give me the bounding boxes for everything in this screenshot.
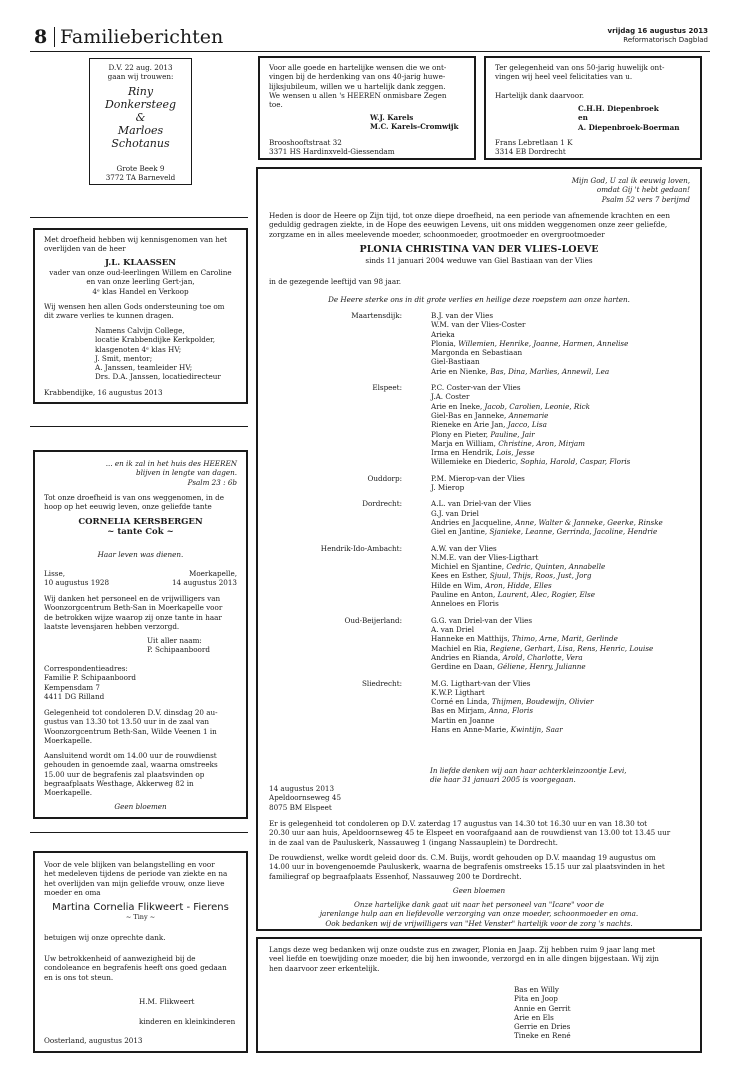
kersbergen-quote: ... en ik zal in het huis des HEEREN blijven in lengte van dagen. Psalm 23 : 6b xyxy=(105,459,237,487)
kersbergen-name: CORNELIA KERSBERGEN xyxy=(78,517,203,527)
family-member-line: Martin en Joanne xyxy=(431,715,495,725)
flikweert-body: Voor de vele blijken van belangstelling en voor het medeleven tijdens de periode van ziekte en na het overlijden van mijn geliefde vrouw, onze lieve moeder en oma xyxy=(44,860,228,897)
vlies-address: 14 augustus 2013 Apeldoornseweg 45 8075 BM Elspeet xyxy=(269,784,342,812)
header-date: vrijdag 16 augustus 2013 xyxy=(607,27,708,35)
separator-rule xyxy=(30,832,248,833)
diepenbroek-signers: C.H.H. Diepenbroek en A. Diepenbroek-Boerman xyxy=(578,104,680,132)
flikweert-announcement xyxy=(33,851,248,1053)
family-member-line: Anneloes en Floris xyxy=(431,599,499,609)
kersbergen-correspondence: Correspondentieadres: Familie P. Schipaanboord Kempensdam 7 4411 DG Rilland xyxy=(44,664,136,701)
plonia-thanks-body: Langs deze weg bedanken wij onze oudste zus en zwager, Plonia en Jaap. Zij hebben ruim 9 jaar lang met veel liefde en toewijding onze moeder, die bij hen inwoonde, verzorgd en in alle dingen bijgestaan. Wij zijn hen daarvoor zeer erkentelijk. xyxy=(269,945,659,973)
family-members xyxy=(431,616,653,672)
family-place: Maartensdijk: xyxy=(351,311,402,320)
karels-body: Voor alle goede en hartelijke wensen die we ont- vingen bij de herdenking van ons 40-jarig huwe- lijksjubileum, willen we u hartelijk dank zeggen. We wensen u allen 's HEEREN onmisbare Zegen toe. xyxy=(269,63,447,110)
kersbergen-nick: ~ tante Cok ~ xyxy=(107,527,174,537)
separator-rule xyxy=(30,217,248,218)
family-member-line: Giel-Bastiaan xyxy=(431,357,480,367)
header-divider xyxy=(54,27,55,47)
plonia-thanks-signers: Bas en Willy Pita en Joop Annie en Gerrit Arie en Els Gerrie en Dries Tineke en René xyxy=(514,985,571,1041)
diepenbroek-address: Frans Lebretlaan 1 K 3314 EB Dordrecht xyxy=(495,138,573,157)
family-member-line: Corné en Linda, Thijmen, Boudewijn, Olivier xyxy=(431,697,594,707)
family-members xyxy=(431,311,628,376)
kersbergen-thanks: Wij danken het personeel en de vrijwilligers van Woonzorgcentrum Beth-San in Moerkapelle voor de betrokken wijze waarop zij onze tante in haar laatste levensjaren hebben verzorgd. xyxy=(44,594,223,631)
family-place: Ouddorp: xyxy=(367,473,402,483)
family-member-line: Arie en Ineke, Jacob, Carolien, Leonie, Rick xyxy=(431,401,591,411)
kersbergen-condolence: Gelegenheid tot condoleren D.V. dinsdag 20 au- gustus van 13.30 tot 13.50 uur in de zaal van Woonzorgcentrum Beth-San, Wilde Veenen 1 in Moerkapelle. xyxy=(44,708,218,745)
family-members xyxy=(431,474,525,493)
page-number: 8 xyxy=(34,26,48,48)
family-member-line: G.G. van Driel-van der Vlies xyxy=(431,615,533,625)
klaassen-place: Krabbendijke, 16 augustus 2013 xyxy=(44,388,163,397)
family-member-line: K.W.P. Ligthart xyxy=(431,687,485,697)
family-members xyxy=(431,679,594,735)
vlies-flowers: Geen bloemen xyxy=(452,886,506,895)
vlies-widow: sinds 11 januari 2004 weduwe van Giel Bastiaan van der Vlies xyxy=(365,256,593,265)
vlies-intro: Heden is door de Heere op Zijn tijd, tot onze diepe droefheid, na een periode van afnemende krachten en een geduldig gedragen ziekte, in de Hope des eeuwigen Levens, uit ons midden weggenomen onze zeer geliefde, zorgzame en in alles meelevende moeder, schoonmoeder, grootmoeder en overgrootmoeder xyxy=(269,211,670,239)
family-member-line: Bas en Mirjam, Anna, Floris xyxy=(431,706,534,716)
vlies-thanks: Onze hartelijke dank gaat uit naar het personeel van "Icare" voor de jarenlange hulp aan en liefdevolle verzorging van onze moeder, schoonmoeder en oma. Ook bedanken wij de vrijwilligers van "Het Venster" hartelijk voor de zorg 's nachts. xyxy=(319,900,639,928)
plonia-thanks-announcement xyxy=(256,937,702,1053)
flikweert-signer: H.M. Flikweert xyxy=(139,997,195,1006)
klaassen-announcement xyxy=(33,228,248,404)
klaassen-intro: Met droefheid hebben wij kennisgenomen van het overlijden van de heer xyxy=(44,235,228,254)
kersbergen-signer: Uit aller naam: P. Schipaanboord xyxy=(147,636,210,655)
family-members xyxy=(431,499,663,536)
family-member-line: Irma en Hendrik, Lois, Jesse xyxy=(431,448,535,458)
family-place: Elspeet: xyxy=(372,383,402,393)
family-member-line: Hanneke en Matthijs, Thimo, Arne, Marit, Gerlinde xyxy=(431,634,618,644)
vlies-quote: Mijn God, U zal ik eeuwig loven, omdat Gij 't hebt gedaan! Psalm 52 vers 7 berijmd xyxy=(571,176,690,204)
vlies-families xyxy=(258,311,700,751)
family-place: Hendrik-Ido-Ambacht: xyxy=(320,543,402,553)
family-member-line: J.A. Coster xyxy=(431,392,470,402)
separator-rule xyxy=(30,426,248,427)
family-member-line: A.W. van der Vlies xyxy=(431,543,497,553)
family-member-line: J. Mierop xyxy=(431,483,465,493)
kersbergen-birth: Lisse, 10 augustus 1928 xyxy=(44,569,110,588)
vlies-funeral: De rouwdienst, welke wordt geleid door ds. C.M. Buijs, wordt gehouden op D.V. maandag 19 augustus om 14.00 uur in bovengenoemde Pauluskerk, waarna de begrafenis omstreeks 15.15 uur zal plaatsvinden in het familiegraf op begraafplaats Essenhof, Nassauweg 200 te Dordrecht. xyxy=(269,853,665,881)
wedding-announcement xyxy=(89,58,192,185)
family-member-line: M.G. Ligthart-van der Vlies xyxy=(431,678,531,688)
family-member-line: Arie en Nienke, Bas, Dina, Marlies, Annewil, Lea xyxy=(431,366,610,376)
family-member-line: Margonda en Sebastiaan xyxy=(431,348,523,358)
family-place: Sliedrecht: xyxy=(361,678,402,688)
family-member-line: Kees en Esther, Sjuul, Thijs, Roos, Just, Jorg xyxy=(431,571,592,581)
family-member-line: A.L. van Driel-van der Vlies xyxy=(431,499,532,509)
klaassen-signers: Namens Calvijn College, locatie Krabbendijke Kerkpolder, klasgenoten 4ᵉ klas HV; J. Smit, mentor; A. Janssen, teamleider HV; Drs. D.A. Janssen, locatiedirecteur xyxy=(95,326,221,382)
karels-signers: W.J. Karels M.C. Karels-Cromwijk xyxy=(370,113,459,132)
kersbergen-motto: Haar leven was dienen. xyxy=(97,550,184,559)
family-member-line: Arieka xyxy=(431,329,455,339)
family-member-line: B.J. van der Vlies xyxy=(431,311,494,320)
wedding-names: Riny Donkersteeg & Marloes Schotanus xyxy=(104,85,177,150)
header-rule xyxy=(30,51,710,52)
vlies-age: in de gezegende leeftijd van 98 jaar. xyxy=(269,277,402,286)
kersbergen-flowers: Geen bloemen xyxy=(114,802,167,811)
family-member-line: Hilde en Wim, Aron, Hidde, Elles xyxy=(431,580,552,590)
kersbergen-death: Moerkapelle, 14 augustus 2013 xyxy=(171,569,237,588)
kersbergen-funeral: Aansluitend wordt om 14.00 uur de rouwdienst gehouden in genoemde zaal, waarna omstreeks 15.00 uur de begrafenis zal plaatsvinden op begraafplaats Westhage, Akkerweg 82 in Moerkapelle. xyxy=(44,751,218,798)
family-member-line: Plony en Pieter, Pauline, Jair xyxy=(431,429,535,439)
klaassen-desc: vader van onze oud-leerlingen Willem en Caroline en van onze leerling Gert-jan, 4ᵉ klas Handel en Verkoop xyxy=(49,268,232,296)
family-member-line: Marja en William, Christine, Aron, Mirjam xyxy=(431,438,585,448)
family-member-line: G.J. van Driel xyxy=(431,508,479,518)
family-member-line: Giel-Bas en Janneke, Annemarie xyxy=(431,410,549,420)
family-member-line: Pauline en Anton, Laurent, Alec, Rogier, Else xyxy=(431,590,595,600)
klaassen-wish: Wij wensen hen allen Gods ondersteuning toe om dit zware verlies te kunnen dragen. xyxy=(44,302,225,321)
family-member-line: W.M. van der Vlies-Coster xyxy=(431,320,526,330)
diepenbroek-announcement xyxy=(484,56,702,160)
family-member-line: Hans en Anne-Marie, Kwintijn, Saar xyxy=(431,724,563,734)
family-member-line: Gerdine en Daan, Géliene, Henry, Julianne xyxy=(431,662,586,672)
kersbergen-intro: Tot onze droefheid is van ons weggenomen, in de hoop op het eeuwig leven, onze geliefde tante xyxy=(44,493,224,512)
karels-announcement xyxy=(258,56,476,160)
family-members xyxy=(431,544,605,609)
family-member-line: P.M. Mierop-van der Vlies xyxy=(431,473,525,483)
diepenbroek-body: Ter gelegenheid van ons 50-jarig huwelijk ont- vingen wij heel veel felicitaties van u. Hartelijk dank daarvoor. xyxy=(495,63,665,100)
family-member-line: Rieneke en Arie Jan, Jacco, Lisa xyxy=(431,420,547,430)
family-member-line: Plonia, Willemien, Henrike, Joanne, Harmen, Annelise xyxy=(431,338,629,348)
flikweert-thanks: betuigen wij onze oprechte dank. xyxy=(44,933,166,942)
flikweert-para: Uw betrokkenheid of aanwezigheid bij de condoleance en begrafenis heeft ons goed gedaan en is ons tot steun. xyxy=(44,954,227,982)
vlies-condolence: Er is gelegenheid tot condoleren op D.V. zaterdag 17 augustus van 14.30 tot 16.30 uur en van 18.30 tot 20.30 uur aan huis, Apeldoornseweg 45 te Elspeet en voorafgaand aan de rouwdienst van 13.00 tot 13.45 uur in de zaal van de Pauluskerk, Nassauweg 1 (ingang Nassauplein) te Dordrecht. xyxy=(269,819,671,847)
family-member-line: Michiel en Sjantine, Cedric, Quinten, Annabelle xyxy=(431,562,606,572)
family-member-line: Andries en Rianda, Arold, Charlotte, Vera xyxy=(431,652,583,662)
klaassen-name: J.L. KLAASSEN xyxy=(104,258,177,268)
family-place: Oud-Beijerland: xyxy=(344,615,402,625)
flikweert-place: Oosterland, augustus 2013 xyxy=(44,1036,143,1045)
vlies-memorial: In liefde denken wij aan haar achterkleinzoontje Levi, die haar 31 januari 2005 is voorgegaan. xyxy=(430,766,627,785)
vlies-announcement xyxy=(256,167,702,931)
family-member-line: A. van Driel xyxy=(431,624,475,634)
flikweert-name: Martina Cornelia Flikweert - Fierens xyxy=(52,902,229,913)
family-member-line: Willemieke en Diederic, Sophia, Harold, Caspar, Floris xyxy=(431,457,631,467)
family-place: Dordrecht: xyxy=(362,499,402,509)
wedding-address: Grote Beek 9 3772 TA Barneveld xyxy=(105,164,176,183)
header-paper: Reformatorisch Dagblad xyxy=(623,36,708,44)
flikweert-nick: ~ Tiny ~ xyxy=(125,913,156,921)
family-member-line: Machiel en Ria, Regiene, Gerhart, Lisa, Rens, Henric, Louise xyxy=(431,643,654,653)
family-member-line: Giel en Jantine, Sjanieke, Leanne, Gerrinda, Jacoline, Hendrie xyxy=(431,527,658,537)
page-header xyxy=(30,24,710,52)
wedding-intro: D.V. 22 aug. 2013 gaan wij trouwen: xyxy=(107,63,174,82)
family-member-line: N.M.E. van der Vlies-Ligthart xyxy=(431,552,539,562)
kersbergen-announcement xyxy=(33,450,248,819)
vlies-name: PLONIA CHRISTINA VAN DER VLIES-LOEVE xyxy=(359,244,599,255)
family-member-line: Andries en Jacqueline, Anne, Walter & Janneke, Geerke, Rinske xyxy=(431,517,663,527)
vlies-motto: De Heere sterke ons in dit grote verlies en heilige deze roepstem aan onze harten. xyxy=(328,295,630,304)
section-title: Familieberichten xyxy=(60,26,224,48)
flikweert-signer2: kinderen en kleinkinderen xyxy=(139,1017,236,1026)
karels-address: Brooshooftstraat 32 3371 HS Hardinxveld-Giessendam xyxy=(269,138,395,157)
family-members xyxy=(431,383,630,467)
family-member-line: P.C. Coster-van der Vlies xyxy=(431,383,521,393)
